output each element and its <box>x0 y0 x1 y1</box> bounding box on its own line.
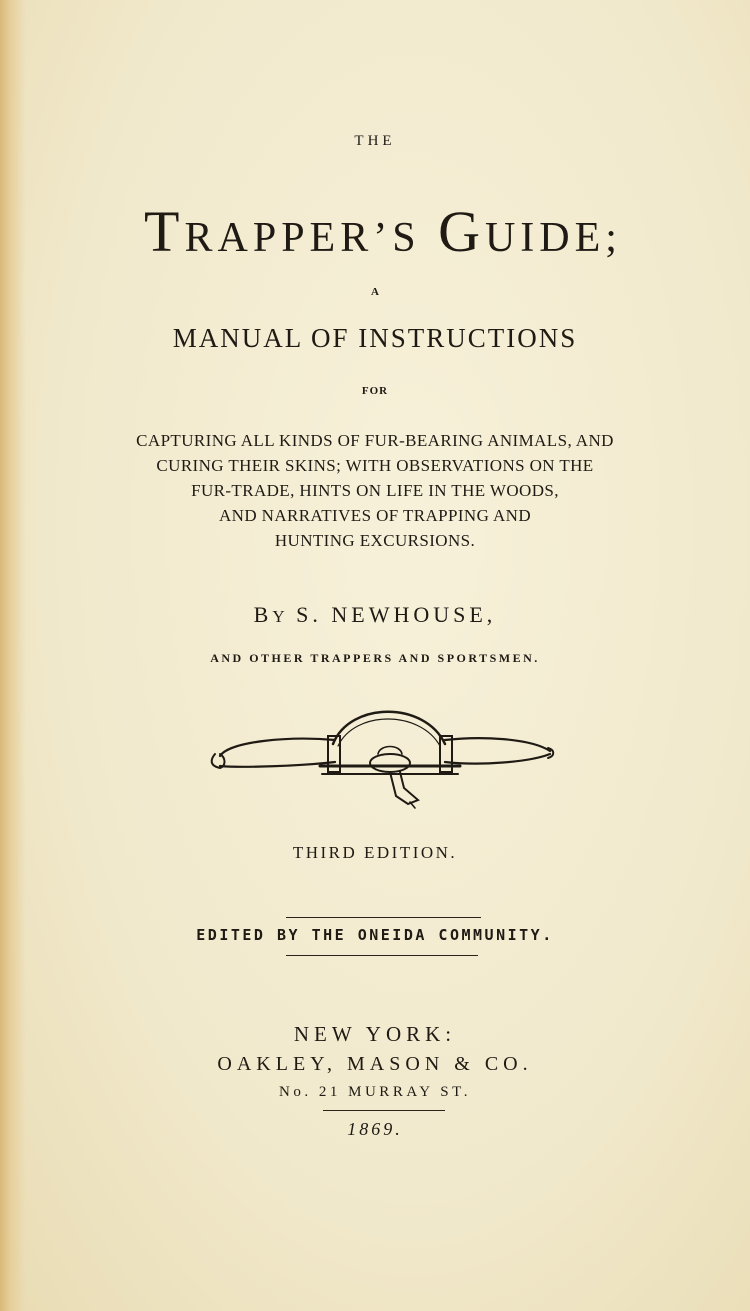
author-byline <box>0 602 750 628</box>
subtitle-article: A <box>371 286 379 298</box>
description-line: AND NARRATIVES OF TRAPPING AND <box>218 506 532 525</box>
subtitle-for: FOR <box>361 385 389 397</box>
title-initial-g: G <box>438 199 485 264</box>
co-authors: AND OTHER TRAPPERS AND SPORTSMEN. <box>210 651 540 665</box>
description-line: CAPTURING ALL KINDS OF FUR-BEARING ANIMALS, AND <box>136 431 614 450</box>
author-name: S. NEWHOUSE, <box>296 602 497 627</box>
imprint-city: NEW YORK: <box>293 1022 457 1046</box>
byline-by-rest: Y <box>272 607 287 626</box>
title-article: THE <box>354 133 396 149</box>
editor-credit: EDITED BY THE ONEIDA COMMUNITY. <box>196 926 554 944</box>
divider-bottom <box>286 955 478 956</box>
description <box>0 428 750 553</box>
title-initial-t: T <box>144 199 185 264</box>
divider-imprint <box>323 1110 445 1111</box>
imprint-street <box>0 1084 750 1101</box>
book-title <box>8 198 750 265</box>
byline-by-initial: B <box>253 602 273 627</box>
subtitle: MANUAL OF INSTRUCTIONS <box>172 323 578 353</box>
imprint-publisher: OAKLEY, MASON & CO. <box>217 1053 533 1075</box>
imprint-street-address: 21 MURRAY ST. <box>318 1084 471 1100</box>
description-line: FUR-TRADE, HINTS ON LIFE IN THE WOODS, <box>191 481 559 500</box>
imprint-street-no: No. <box>279 1084 312 1100</box>
title-word-guide: UIDE; <box>484 215 622 261</box>
description-line: HUNTING EXCURSIONS. <box>274 531 476 550</box>
imprint-year: 1869. <box>347 1119 403 1139</box>
description-line: CURING THEIR SKINS; WITH OBSERVATIONS ON THE <box>156 456 594 475</box>
title-word-trappers: RAPPER’S <box>184 215 421 261</box>
divider-top <box>286 917 481 918</box>
edition: THIRD EDITION. <box>292 843 458 862</box>
steel-trap-illustration <box>210 696 555 816</box>
